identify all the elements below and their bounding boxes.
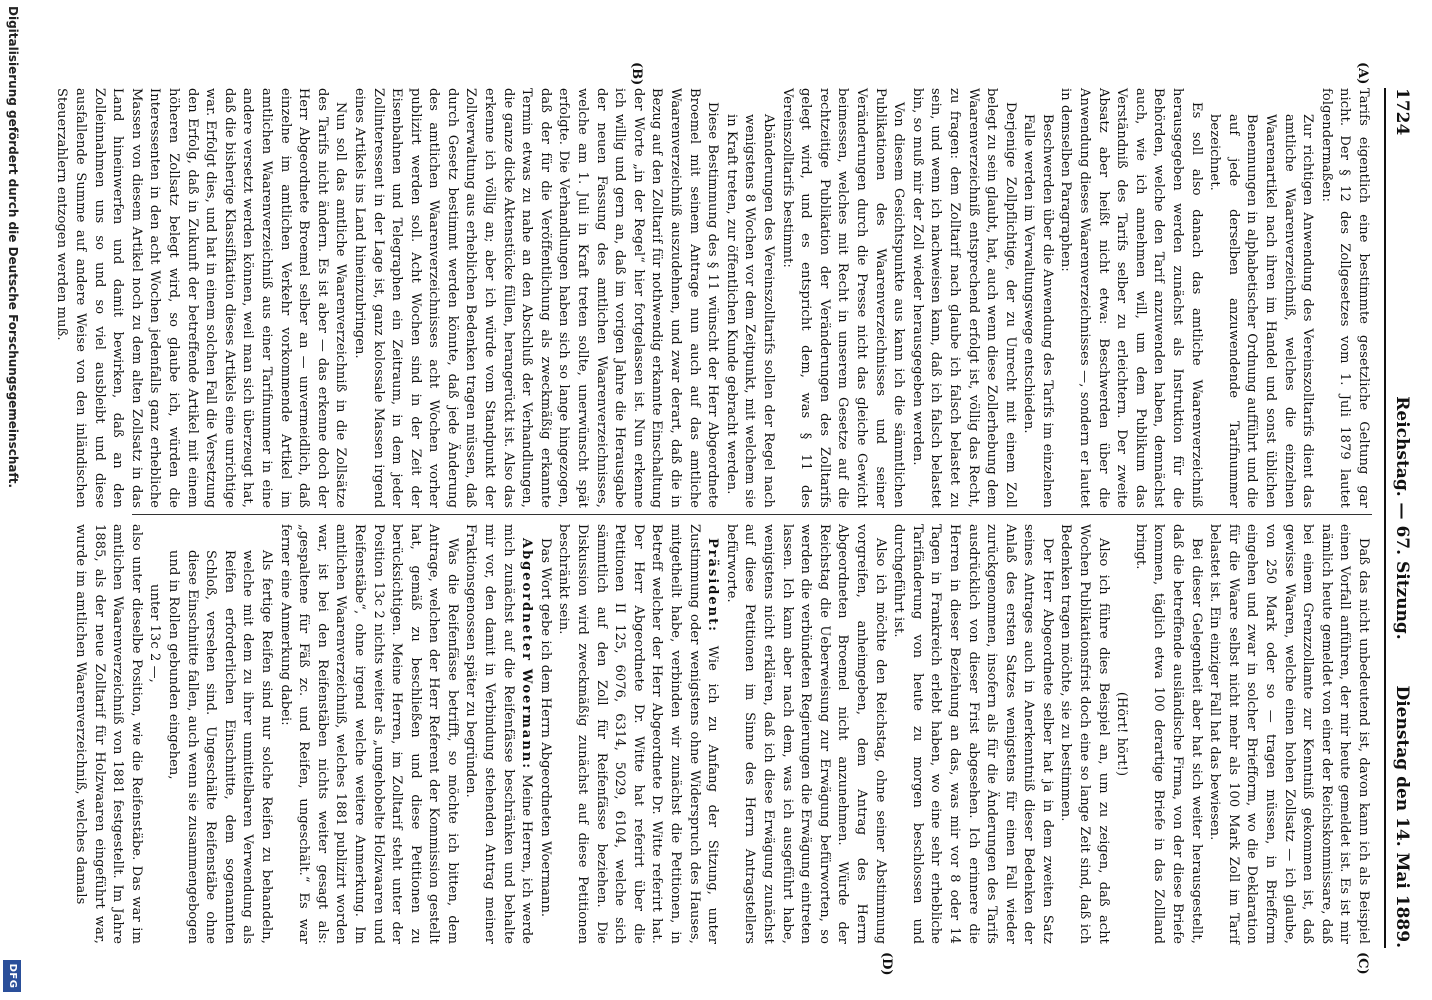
- speech-text: Wie ich zu Anfang der Sitzung, unter Zustimmung oder wenigstens ohne Widerspruch des Hauses, mitgetheilt habe, verbinden wir zunächst die Petitionen, in Betreff welcher der Herr Abgeordnete Dr. Witte referirt hat. Der Herr Abgeordnete Dr. Witte hat referirt über die Petitionen II 125, 6076, 6314, 5029, 6104, welche sich sämmtlich auf den Zoll für Reifenfässe beziehen. Die Diskussion wird zweckmäßig zunächst auf diese Petitionen beschränkt sein.: [556, 524, 721, 945]
- speaker-label-woermann: Abgeordneter Woermann:: [519, 538, 535, 771]
- tariff-item: unter 13c 2 —,: [147, 584, 163, 683]
- paragraph: Derjenige Zollpflichtige, der zu Unrecht mit einem Zoll belegt zu sein glaubt, hat, auch wenn diese Zollerhebung dem Waarenverzeichniß entsprechend erfolgt ist, völlig das Recht, zu fragen: dem Zolltarif nach glaube ich falsch belastet zu sein, und wenn ich nachweisen kann, daß ich falsch belastet bin, so muß mir der Zoll wieder herausgegeben werden.: [909, 88, 1018, 508]
- quote-paragraph: Abänderungen des Vereinszolltarifs sollen der Regel nach wenigstens 8 Wochen vor dem Zeitpunkt, mit welchem sie in Kraft treten, zur öffentlichen Kunde gebracht werden.: [723, 114, 776, 508]
- speaker-label-president: Präsident:: [705, 538, 721, 633]
- right-column: [72, 524, 1372, 944]
- speaker-paragraph: [461, 524, 535, 944]
- dfg-logo: DFG: [3, 960, 21, 992]
- running-head: [1384, 88, 1416, 948]
- paragraph: Nun soll das amtliche Waarenverzeichniß in die Zollsätze des Tarifs nicht ändern. Es ist aber — das erkenne doch der Herr Abgeordnete Broemel selber an — unvermeidlich, daß einzelne im amtlichen Verkehr vorkommende Artikel im amtlichen Waarenverzeichniß aus einer Tarifnummer in eine andere versetzt werden können, weil man sich überzeugt hat, daß die bisherige Klassifikation dieses Artikels eine unrichtige war. Erfolgt dies, und hat in einem solchen Fall die Versetzung den Erfolg, daß in Zukunft der betreffende Artikel mit einem höheren Zollsatz belegt wird, so glaube ich, würden die Interessenten in den acht Wochen jedenfalls ganz erhebliche Massen von diesem Artikel noch zu dem alten Zollsatz in das Land hineinwerfen und damit bewirken, daß an den Zolleinnahmen uns so und so viel ausbleibt und diese ausfallende Summe auf andere Weise von den inländischen Steuerzahlern entzogen werden muß.: [54, 88, 349, 508]
- column-rule: [132, 514, 1372, 515]
- paragraph: Von diesem Gesichtspunkte aus kann ich die sämmtlichen Publikationen des Waarenverzeichnisses und seiner Veränderungen durch die Presse nicht das gleiche Gewicht beimessen, welches mit Recht in unserem Gesetze auf die rechtzeitige Publikation der Veränderungen des Zolltarifs gelegt wird, und es entspricht dem, was § 11 des Vereinszolltarifs bestimmt:: [779, 88, 907, 508]
- paragraph: Was die Reifenfässe betrifft, so möchte ich bitten, dem Antrage, welchen der Herr Referent der Kommission gestellt hat, gemäß zu beschließen und diese Petitionen zu berücksichtigen. Meine Herren, im Zolltarif steht unter der Position 13c 2 nichts weiter als „ungehobelte Holzwaaren und Reifenstäbe“, ohne irgend welche weitere Anmerkung. Im amtlichen Waarenverzeichniß, welches 1881 publizirt worden war, ist bei den Reifenstäben nichts weiter gesagt als: „gespaltene für Fäß zc. und Reifen, ungeschält.“ Es war ferner eine Anmerkung dabei:: [277, 524, 460, 944]
- paragraph: Bei dieser Gelegenheit aber hat sich weiter herausgestellt, daß die betreffende ausländische Firma, von der diese Briefe kommen, täglich etwa 100 derartige Briefe in das Zollland bringt.: [1132, 524, 1204, 944]
- credit-text: Digitalisierung gefördert durch die Deutsche Forschungsgemeinschaft.: [6, 6, 20, 489]
- paragraph: Der Herr Abgeordnete selber hat ja in dem zweiten Satz seines Antrages auch in Anerkenntniß dieser Bedenken der Anlaß des ersten Satzes wenigstens für einen Fall wieder zurückgenommen, insofern als für die Änderungen des Tarifs ausdrücklich von dieser Frist abgesehen. Ich erinnere die Herren in dieser Beziehung an das, was mir vor 8 oder 14 Tagen in Frankreich erlebt haben, wo eine sehr erhebliche Tarifänderung von heute zu morgen beschlossen und durchgeführt ist.: [891, 524, 1055, 944]
- session-title: Reichstag. — 67. Sitzung.: [1392, 396, 1412, 640]
- session-date: Dienstag den 14. Mai 1889.: [1392, 685, 1412, 948]
- margin-mark-b: (B): [629, 62, 644, 86]
- margin-mark-d: (D): [879, 952, 894, 976]
- quote-paragraph: Beschwerden über die Anwendung des Tarifs im einzelnen Falle werden im Verwaltungswege entschieden.: [1021, 114, 1055, 508]
- margin-mark-c: (C): [1355, 952, 1370, 975]
- paragraph: also unter dieselbe Position, wie die Reifenstäbe. Das war im amtlichen Waarenverzeichniß von 1881 festgestellt. Im Jahre 1885, als der neue Zolltarif für Holzwaaren eingeführt war, wurde im amtlichen Waarenverzeichniß, welches damals: [73, 524, 144, 944]
- speech-text: Meine Herren, ich werde mich zunächst auf die Reifenfässe beschränken und behalte mir vor, den damit in Verbindung stehenden Antrag meiner Fraktionsgenossen später zu begründen.: [463, 524, 535, 945]
- paragraph: Diese Bestimmung des § 11 wünscht der Herr Abgeordnete Broemel mit seinem Antrage nun auch auf das amtliche Waarenverzeichniß auszudehnen, und zwar derart, daß die in Bezug auf den Zolltarif für nothwendig erkannte Einschaltung der Worte „in der Regel“ hier fortgelassen ist. Nun erkenne ich willig und gern an, daß im vorigen Jahre die Herausgabe der neuen Fassung des amtlichen Waarenverzeichnisses, welche am 1. Juli in Kraft treten sollte, unerwünscht spät erfolgte. Die Verhandlungen haben sich so lange hingezogen, daß der für die Veröffentlichung als zweckmäßig erkannte Termin etwas zu nahe an den Abschluß der Verhandlungen, die ganze dicke Aktenstücke füllen, herangerückt ist. Also das erkenne ich völlig an; aber ich würde vom Standpunkt der Zollverwaltung aus erheblichen Bedenken tragen müssen, daß durch Gesetz bestimmt werden könnte, daß jede Änderung des amtlichen Waarenverzeichnisses acht Wochen vorher publizirt werden soll. Acht Wochen sind in der Zeit der Eisenbahnen und Telegraphen ein Zeitraum, in dem jeder Zollinteressent in der Lage ist, ganz kolossale Massen irgend eines Artikels ins Land hineinzubringen.: [351, 88, 721, 508]
- paragraph: Das Wort gebe ich dem Herrn Abgeordneten Woermann.: [537, 538, 553, 918]
- paragraph: Also ich möchte den Reichstag, ohne seiner Abstimmung vorgreifen, anheimgeben, dem Antrag des Herrn Abgeordneten Broemel nicht anzunehmen. Würde der Reichstag die Ueberweisung zur Erwägung befürworten, so werden die verbündeten Regierungen die Erwägung eintreten lassen. Ich kann aber nach dem, was ich ausgeführt habe, wenigstens nicht erklären, daß ich diese Erwägung zunächst auf diese Petitionen im Sinne des Herrn Antragstellers befürworte.: [723, 524, 888, 944]
- digitization-credit: [0, 0, 24, 1000]
- paragraph: Daß das nicht unbedeutend ist, davon kann ich als Beispiel einen Vorfall anführen, der mir heute gemeldet ist. Es ist mir nämlich heute gemeldet von einer der Reichskommissare, daß bei einem Grenzzollamte zur Kenntniß gekommen ist, daß gewisse Waaren, welche einen hohen Zollsatz — ich glaube, von 250 Mark oder so — tragen müssen, in Briefform eingehen und zwar in solcher Briefform, wo die Deklaration für die Waare selbst nicht mehr als 100 Mark Zoll im Tarif belastet ist. Ein einziger Fall hat das bewiesen.: [1207, 524, 1371, 944]
- speaker-paragraph: [554, 524, 721, 944]
- paragraph: Tarifs eigentlich eine bestimmte gesetzliche Geltung gar nicht. Der § 12 des Zollgesetzes vom 1. Juli 1879 lautet folgendermaßen:: [1318, 88, 1371, 508]
- left-column: [54, 88, 1372, 508]
- interjection: (Hört! hört!): [1114, 691, 1130, 777]
- paragraph: Also ich führe dies Beispiel an, um zu zeigen, daß acht Wochen Publikationsfrist doch eine so lange Zeit sind, daß ich Bedenken tragen möchte, sie zu bestimmen.: [1058, 524, 1111, 944]
- margin-mark-a: (A): [1355, 62, 1370, 85]
- page-number: 1724: [1392, 88, 1412, 136]
- quote-paragraph: Als fertige Reifen sind nur solche Reifen zu behandeln, welche mit dem zu ihrer unmittelbaren Verwendung als Reifen erforderlichen Einschnitte, dem sogenannten Schloß, versehen sind. Ungeschälte Reifenstäbe ohne diese Einschnitte fallen, auch wenn sie zusammengebogen und in Rollen gebunden eingehen,: [166, 550, 274, 944]
- quote-paragraph: Zur richtigen Anwendung des Vereinszolltarifs dient das amtliche Waarenverzeichniß, welches die einzelnen Waarenartikel nach ihren im Handel und sonst üblichen Benennungen in alphabetischer Ordnung aufführt und die auf jede derselben anzuwendende Tarifnummer bezeichnet.: [1207, 114, 1316, 508]
- paragraph: Es soll also danach das amtliche Waarenverzeichniß herausgegeben werden zunächst als Instruktion für die Behörden, welche den Tarif anzuwenden haben, demnächst auch, wie ich annehmen will, um dem Publikum das Verständniß des Tarifs selber zu erleichtern. Der zweite Absatz aber heißt nicht etwa: Beschwerden über die Anwendung dieses Waarenverzeichnisses —, sondern er lautet in demselben Paragraphen:: [1058, 88, 1204, 508]
